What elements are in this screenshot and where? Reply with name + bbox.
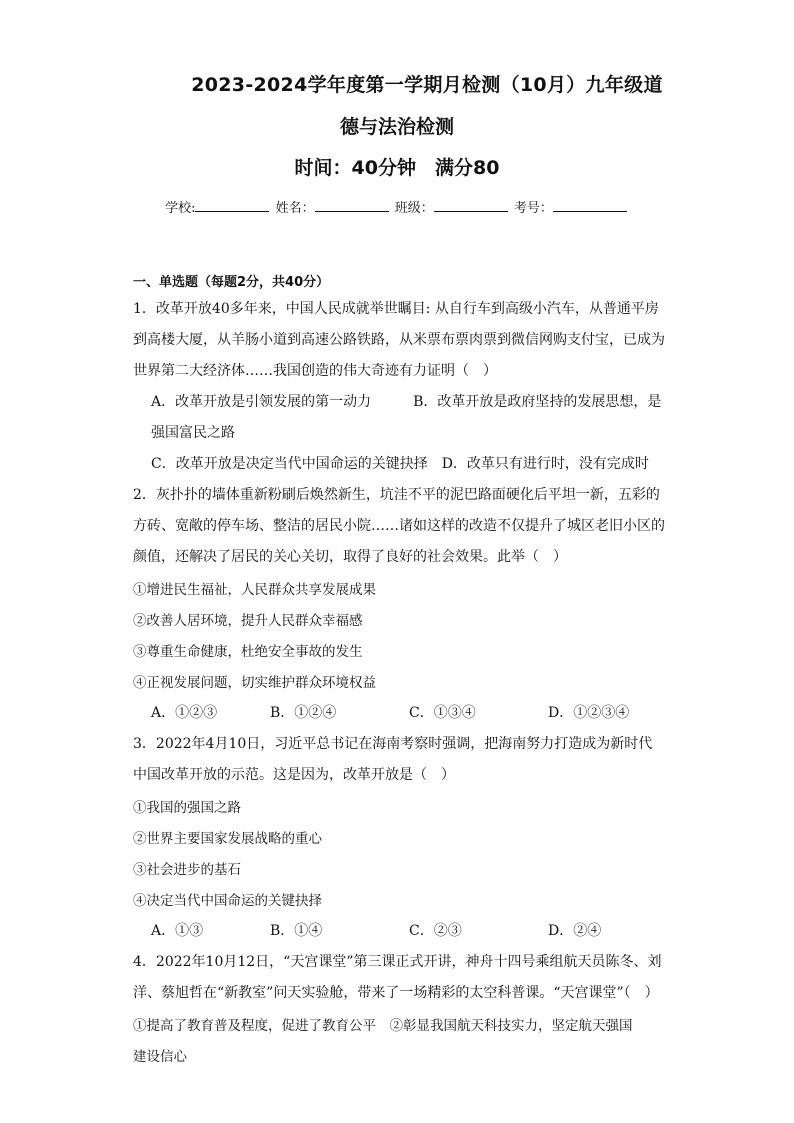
q2-choice-d[interactable]: D．①②③④ [548,705,630,721]
class-label: 班级： [394,201,434,216]
exam-title-line1: 2023-2024学年度第一学期月检测（10月）九年级道 [191,74,663,96]
q3-choice-d[interactable]: D．②④ [548,923,602,939]
exam-number-field [514,197,629,216]
q4-stem-line: 洋、蔡旭哲在“新教室”问天实验舱，带来了一场精彩的太空科普课。“天宫课堂”（ ） [133,985,659,1001]
q2-choice-a[interactable]: A．①②③ [151,705,218,721]
q3-choice-b[interactable]: B．①④ [270,923,323,939]
q3-choice-c[interactable]: C．②③ [409,923,462,939]
q4-statement: ①提高了教育普及程度，促进了教育公平 ②彰显我国航天科技实力，坚定航天强国 [133,1018,633,1034]
name-label: 姓名： [275,201,315,216]
q1-options-ab: A．改革开放是引领发展的第一动力 B．改革开放是政府坚持的发展思想，是 [151,394,662,410]
q2-statement: ③尊重生命健康，杜绝安全事故的发生 [133,644,363,660]
q4-stem-line: 4．2022年10月12日，“天宫课堂”第三课正式开讲，神舟十四号乘组航天员陈冬、刘 [133,954,662,970]
q3-statement: ①我国的强国之路 [133,800,241,816]
exam-time-score: 时间：40分钟 满分80 [294,157,500,179]
q2-statement: ②改善人居环境，提升人民群众幸福感 [133,613,363,629]
class-field [395,197,510,216]
exam-number-label: 考号： [513,201,553,216]
section-title: 一、单选题（每题2分，共40分） [133,275,330,290]
q4-statement: 建设信心 [133,1049,187,1065]
school-field [165,197,271,216]
name-blank[interactable] [315,199,389,212]
q2-statement: ④正视发展问题，切实维护群众环境权益 [133,675,376,691]
q2-stem-line: 方砖、宽敞的停车场、整洁的居民小院……诸如这样的改造不仅提升了城区老旧小区的 [133,518,665,534]
school-blank[interactable] [195,199,269,212]
student-info-row [0,197,794,216]
q3-statement: ③社会进步的基石 [133,862,241,878]
q3-statement: ④决定当代中国命运的关键抉择 [133,893,322,909]
q2-choice-c[interactable]: C．①③④ [409,705,476,721]
q2-stem-line: 2．灰扑扑的墙体重新粉刷后焕然新生，坑洼不平的泥巴路面硬化后平坦一新，五彩的 [133,487,660,503]
q1-stem-line: 到高楼大厦，从羊肠小道到高速公路铁路，从米票布票肉票到微信网购支付宝，已成为 [133,332,665,348]
q1-stem-line: 1．改革开放40多年来，中国人民成就举世瞩目: 从自行车到高级小汽车，从普通平房 [133,301,659,317]
class-blank[interactable] [434,199,508,212]
q3-choice-a[interactable]: A．①③ [151,923,204,939]
q3-stem-line: 中国改革开放的示范。这是因为，改革开放是（ ） [133,767,455,783]
q1-options-cd: C．改革开放是决定当代中国命运的关键抉择 D．改革只有进行时，没有完成时 [151,456,649,472]
exam-number-blank[interactable] [553,199,627,212]
name-field [276,197,391,216]
school-label: 学校: [165,201,196,216]
q2-choice-b[interactable]: B．①②④ [270,705,337,721]
q1-option-b-cont: 强国富民之路 [151,425,235,441]
q3-statement: ②世界主要国家发展战略的重心 [133,831,322,847]
q1-stem-line: 世界第二大经济体……我国创造的伟大奇迹有力证明（ ） [133,363,497,379]
exam-title-line2: 德与法治检测 [339,116,454,138]
q2-stem-line: 颜值，还解决了居民的关心关切，取得了良好的社会效果。此举（ ） [133,549,567,565]
q3-stem-line: 3．2022年4月10日，习近平总书记在海南考察时强调，把海南努力打造成为新时代 [133,736,653,752]
q2-statement: ①增进民生福祉，人民群众共享发展成果 [133,582,376,598]
